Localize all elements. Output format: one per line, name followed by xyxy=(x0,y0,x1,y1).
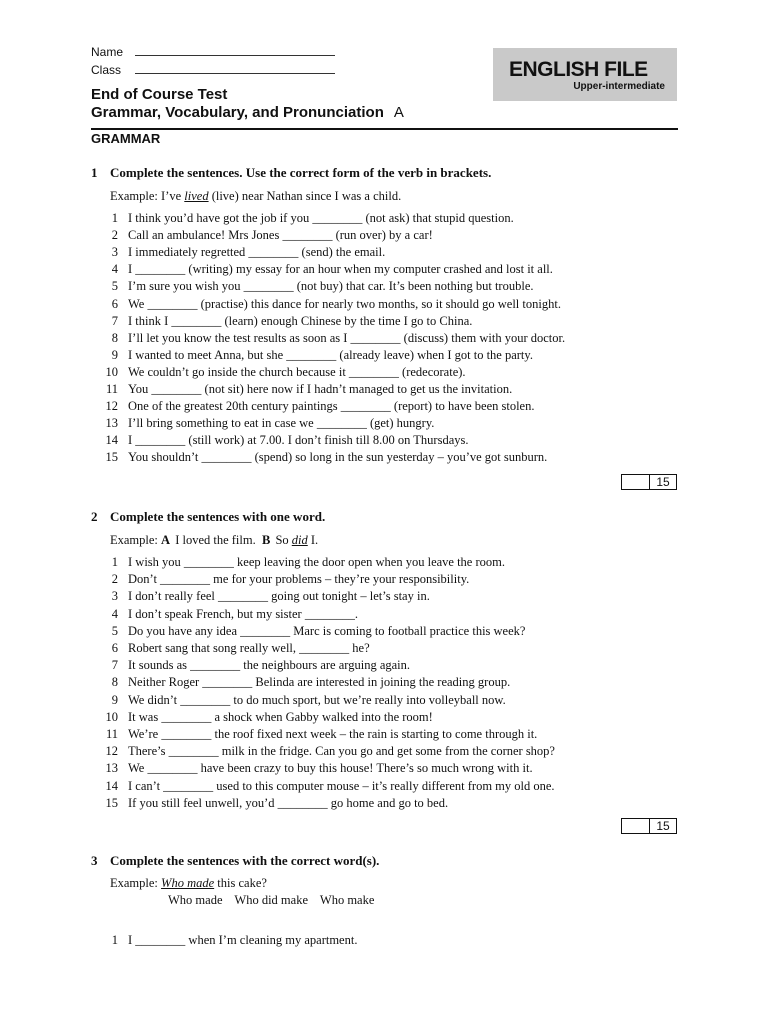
question-number: 6 xyxy=(111,641,118,655)
exercise-number: 3 xyxy=(91,853,98,868)
question-text: I wanted to meet Anna, but she ________ (already leave) when I got to the party. xyxy=(128,347,533,362)
question-text: I’m sure you wish you ________ (not buy) that car. It’s been nothing but trouble. xyxy=(128,279,534,294)
question-text: I can’t ________ used to this computer mouse – it’s really different from my old one. xyxy=(128,778,555,793)
name-label: Name xyxy=(91,45,124,59)
question-number: 7 xyxy=(111,313,118,328)
example-text-before: I’ve xyxy=(161,189,182,203)
example-b-label: B xyxy=(261,533,271,547)
question-text: It sounds as ________ the neighbours are arguing again. xyxy=(128,658,411,673)
class-field[interactable] xyxy=(91,63,335,77)
section-heading: GRAMMAR xyxy=(91,131,161,146)
example-text-after: (live) near Nathan since I was a child. xyxy=(211,189,402,203)
question-number: 5 xyxy=(111,279,118,294)
question-text: There’s ________ milk in the fridge. Can you go and get some from the corner shop? xyxy=(128,744,555,759)
question-text: One of the greatest 20th century paintings ________ (report) to have been stolen. xyxy=(128,399,535,414)
choice-option: Who did make xyxy=(234,893,308,907)
example-answer: Who made xyxy=(161,876,215,890)
question-text: Robert sang that song really well, ________ he? xyxy=(128,641,370,655)
example-b-after: I. xyxy=(310,533,319,547)
class-line[interactable] xyxy=(135,63,335,74)
question-number: 15 xyxy=(105,450,118,465)
exercise-3-example-choices xyxy=(168,893,383,908)
question-number: 9 xyxy=(111,692,118,707)
question-text: You shouldn’t ________ (spend) so long in the sun yesterday – you’ve got sunburn. xyxy=(128,450,548,465)
question-number: 11 xyxy=(105,382,118,396)
question-text: We didn’t ________ to do much sport, but we’re really into volleyball now. xyxy=(128,692,506,707)
choice-option: Who make xyxy=(319,893,375,907)
question-number: 4 xyxy=(111,262,118,277)
exercise-3-example xyxy=(110,876,267,891)
question-number: 8 xyxy=(111,330,118,345)
exercise-1-heading xyxy=(91,165,491,181)
question-text: I ________ when I’m cleaning my apartment. xyxy=(128,933,358,947)
exercise-number: 1 xyxy=(91,165,98,180)
example-label: Example: xyxy=(110,533,158,547)
question-text: I think I ________ (learn) enough Chinese by the time I go to China. xyxy=(128,313,473,328)
question-text: I ________ (still work) at 7.00. I don’t finish till 8.00 on Thursdays. xyxy=(128,433,469,448)
test-title: End of Course Test xyxy=(91,86,228,103)
question-text: I’ll let you know the test results as soon as I ________ (discuss) them with your doctor. xyxy=(128,330,566,345)
exercise-instruction: Complete the sentences with the correct word(s). xyxy=(110,853,380,868)
question-text: We ________ have been crazy to buy this house! There’s so much wrong with it. xyxy=(128,761,533,776)
question-number: 12 xyxy=(105,744,118,759)
question-number: 14 xyxy=(105,433,118,448)
question-text: Don’t ________ me for your problems – they’re your responsibility. xyxy=(128,572,470,587)
question-text: I’ll bring something to eat in case we ________ (get) hungry. xyxy=(128,416,435,431)
question-text: We ________ (practise) this dance for nearly two months, so it should go well tonight. xyxy=(128,296,561,311)
exercise-instruction: Complete the sentences with one word. xyxy=(110,509,326,524)
exercise-1-example xyxy=(110,189,401,204)
question-number: 10 xyxy=(105,364,118,379)
example-label: Example: xyxy=(110,876,158,890)
exercise-2-score-box[interactable] xyxy=(621,818,677,834)
question-number: 7 xyxy=(111,658,118,673)
question-number: 13 xyxy=(105,416,118,431)
example-b-before: So xyxy=(275,533,289,547)
test-version: A xyxy=(393,104,404,121)
question-text: Call an ambulance! Mrs Jones ________ (run over) by a car! xyxy=(128,228,433,243)
question-number: 11 xyxy=(105,727,118,741)
question-number: 14 xyxy=(105,778,118,793)
question-text: If you still feel unwell, you’d ________ go home and go to bed. xyxy=(128,795,449,810)
question-number: 10 xyxy=(105,709,118,724)
score-input[interactable] xyxy=(622,475,650,489)
exercise-2-heading xyxy=(91,509,325,525)
name-field[interactable] xyxy=(91,45,335,59)
question-number: 6 xyxy=(111,296,118,311)
class-label: Class xyxy=(91,63,122,77)
header-rule xyxy=(91,128,678,130)
question-number: 13 xyxy=(105,761,118,776)
score-input[interactable] xyxy=(622,819,650,833)
question-text: I don’t really feel ________ going out tonight – let’s stay in. xyxy=(128,589,430,604)
question-number: 15 xyxy=(105,795,118,810)
exercise-2-example xyxy=(110,533,318,548)
question-number: 5 xyxy=(111,623,118,638)
choice-option: Who made xyxy=(168,893,223,907)
example-a-label: A xyxy=(161,533,171,547)
question-number: 1 xyxy=(111,211,118,225)
question-text: We’re ________ the roof fixed next week – the rain is starting to come through it. xyxy=(128,727,538,741)
exercise-1-score-box[interactable] xyxy=(621,474,677,490)
question-number: 12 xyxy=(105,399,118,414)
question-text: I don’t speak French, but my sister ________. xyxy=(128,606,358,621)
exercise-instruction: Complete the sentences. Use the correct form of the verb in brackets. xyxy=(110,165,492,180)
question-number: 2 xyxy=(111,572,118,587)
exercise-3-heading xyxy=(91,853,379,869)
question-text: You ________ (not sit) here now if I hadn’t managed to get us the invitation. xyxy=(128,382,513,396)
question-text: I immediately regretted ________ (send) the email. xyxy=(128,245,386,260)
question-number: 3 xyxy=(111,245,118,260)
score-total: 15 xyxy=(656,475,670,489)
question-text: It was ________ a shock when Gabby walked into the room! xyxy=(128,709,433,724)
question-text: Neither Roger ________ Belinda are interested in joining the reading group. xyxy=(128,675,511,690)
test-subtitle: Grammar, Vocabulary, and Pronunciation xyxy=(91,104,384,121)
question-number: 3 xyxy=(111,589,118,604)
example-a-text: I loved the film. xyxy=(175,533,256,547)
question-number: 4 xyxy=(111,606,118,621)
question-text: We couldn’t go inside the church because it ________ (redecorate). xyxy=(128,364,466,379)
logo-title: ENGLISH FILE xyxy=(509,58,648,81)
logo-subtitle: Upper-intermediate xyxy=(573,81,665,92)
question-text: I wish you ________ keep leaving the door open when you leave the room. xyxy=(128,555,505,569)
question-number: 8 xyxy=(111,675,118,690)
example-answer: lived xyxy=(184,189,209,203)
score-total: 15 xyxy=(656,819,670,833)
question-text: I think you’d have got the job if you ________ (not ask) that stupid question. xyxy=(128,211,514,225)
example-label: Example: xyxy=(110,189,158,203)
example-b-answer: did xyxy=(291,533,308,547)
question-text: Do you have any idea ________ Marc is coming to football practice this week? xyxy=(128,623,526,638)
question-number: 1 xyxy=(111,933,118,947)
logo-box xyxy=(493,48,677,101)
question-number: 1 xyxy=(111,555,118,569)
question-text: I ________ (writing) my essay for an hour when my computer crashed and lost it all. xyxy=(128,262,553,277)
exercise-number: 2 xyxy=(91,509,98,524)
example-text-after: this cake? xyxy=(217,876,267,890)
name-line[interactable] xyxy=(135,45,335,56)
test-subtitle-row xyxy=(91,104,404,121)
question-number: 2 xyxy=(111,228,118,243)
question-number: 9 xyxy=(111,347,118,362)
